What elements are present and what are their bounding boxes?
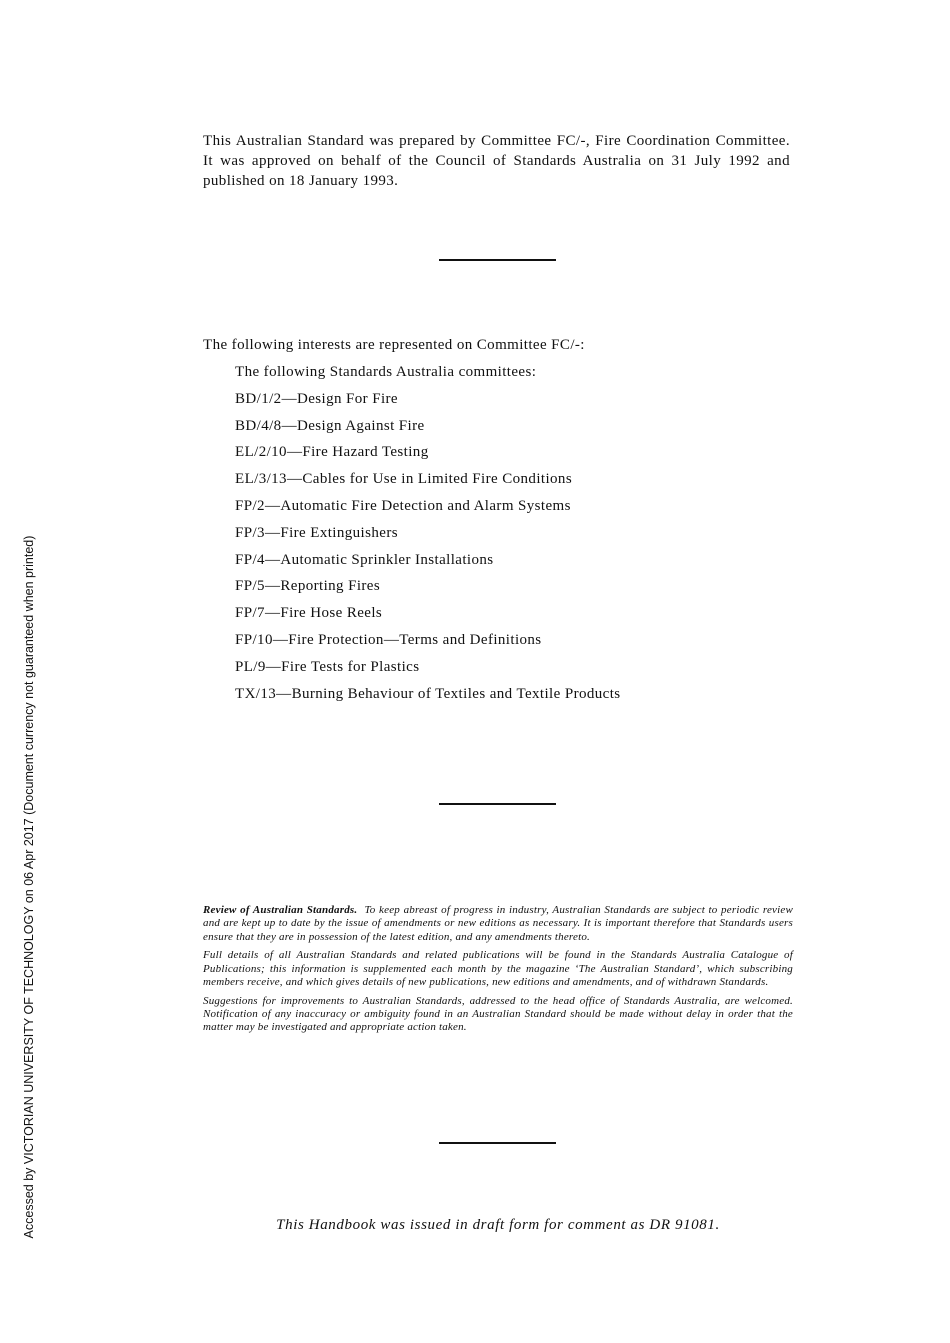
list-item: BD/1/2—Design For Fire — [235, 390, 398, 407]
interests-heading: The following interests are represented on Committee FC/-: — [203, 337, 585, 353]
list-item: FP/7—Fire Hose Reels — [235, 605, 383, 622]
review-paragraph — [203, 904, 793, 944]
list-item: EL/2/10—Fire Hazard Testing — [235, 444, 429, 461]
draft-note: This Handbook was issued in draft form for comment as DR 91081. — [276, 1217, 720, 1233]
list-item: TX/13—Burning Behaviour of Textiles and Textile Products — [235, 685, 621, 702]
review-text: To keep abreast of progress in industry, Australian Standards are subject to periodic review and are kept up to date by the issue of amendments or new editions as necessary. It is important therefore that Standards users ensure that they are in possession of the latest edition, and any amendments thereto. — [203, 904, 793, 943]
list-item: FP/2—Automatic Fire Detection and Alarm Systems — [235, 497, 571, 514]
list-item: FP/10—Fire Protection—Terms and Definitions — [235, 631, 542, 648]
list-item: FP/5—Reporting Fires — [235, 578, 381, 595]
list-item: FP/4—Automatic Sprinkler Installations — [235, 551, 494, 568]
section-divider — [439, 803, 556, 805]
committee-list — [235, 362, 621, 710]
review-lead: Review of Australian Standards. — [203, 904, 358, 916]
review-notice — [203, 904, 793, 1040]
list-item: BD/4/8—Design Against Fire — [235, 417, 425, 434]
list-item: EL/3/13—Cables for Use in Limited Fire Conditions — [235, 471, 573, 488]
list-item: FP/3—Fire Extinguishers — [235, 524, 398, 541]
access-watermark: Accessed by VICTORIAN UNIVERSITY OF TECHNOLOGY on 06 Apr 2017 (Document currency not guaranteed when printed) — [22, 535, 36, 1239]
catalogue-paragraph: Full details of all Australian Standards and related publications will be found in the Standards Australia Catalogue of Publications; this information is supplemented each month by the magazine ‘The Australian Standard’, which subscribing members receive, and which gives details of new publications, new editions and amendments, and of withdrawn Standards. — [203, 949, 793, 988]
suggestions-paragraph: Suggestions for improvements to Australian Standards, addressed to the head office of Standards Australia, are welcomed. Notification of any inaccuracy or ambiguity found in an Australian Standard should be made without delay in order that the matter may be investigated and appropriate action taken. — [203, 994, 793, 1034]
list-item: The following Standards Australia committees: — [235, 364, 537, 380]
section-divider — [439, 259, 556, 261]
list-item: PL/9—Fire Tests for Plastics — [235, 658, 420, 675]
section-divider — [439, 1142, 556, 1144]
approval-statement: This Australian Standard was prepared by Committee FC/-, Fire Coordination Committee. It was approved on behalf of the Council of Standards Australia on 31 July 1992 and published on 18 January 1993. — [203, 133, 790, 189]
